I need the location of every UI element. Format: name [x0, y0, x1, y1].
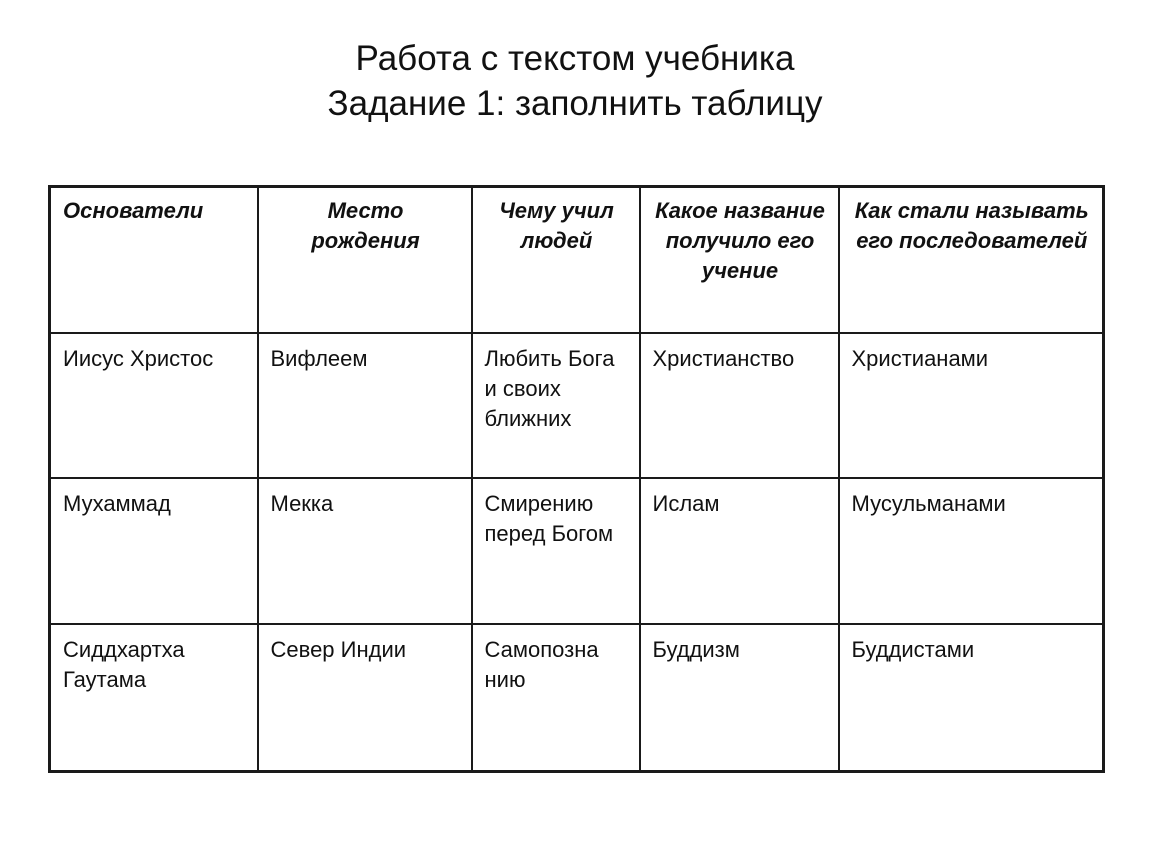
header-birthplace: Место рождения: [258, 187, 472, 333]
table-cell: Ислам: [640, 478, 839, 624]
table-cell: Любить Бога и своих ближних: [472, 333, 640, 478]
table-cell: Самопозна нию: [472, 624, 640, 772]
table-cell: Мухаммад: [50, 478, 258, 624]
table-cell: Вифлеем: [258, 333, 472, 478]
header-religion-name: Какое название получило его учение: [640, 187, 839, 333]
slide-title-line-1: Работа с текстом учебника: [355, 39, 795, 78]
table-cell: Смирению перед Богом: [472, 478, 640, 624]
assignment-table: [48, 185, 1105, 773]
header-founders: Основатели: [50, 187, 258, 333]
table-cell: Христианство: [640, 333, 839, 478]
header-teachings: Чему учил людей: [472, 187, 640, 333]
slide-title: [0, 36, 1150, 126]
table-header-row: [50, 187, 1104, 333]
slide-title-line-2: Задание 1: заполнить таблицу: [327, 84, 823, 123]
table-cell: Буддизм: [640, 624, 839, 772]
table-row: [50, 333, 1104, 478]
table-row: [50, 478, 1104, 624]
table-cell: Мекка: [258, 478, 472, 624]
table-cell: Север Индии: [258, 624, 472, 772]
table-cell: Христианами: [839, 333, 1104, 478]
table-cell: Сиддхартха Гаутама: [50, 624, 258, 772]
table-cell: Иисус Христос: [50, 333, 258, 478]
table-cell: Буддистами: [839, 624, 1104, 772]
table-row: [50, 624, 1104, 772]
header-followers-name: Как стали называть его последователей: [839, 187, 1104, 333]
table-cell: Мусульманами: [839, 478, 1104, 624]
